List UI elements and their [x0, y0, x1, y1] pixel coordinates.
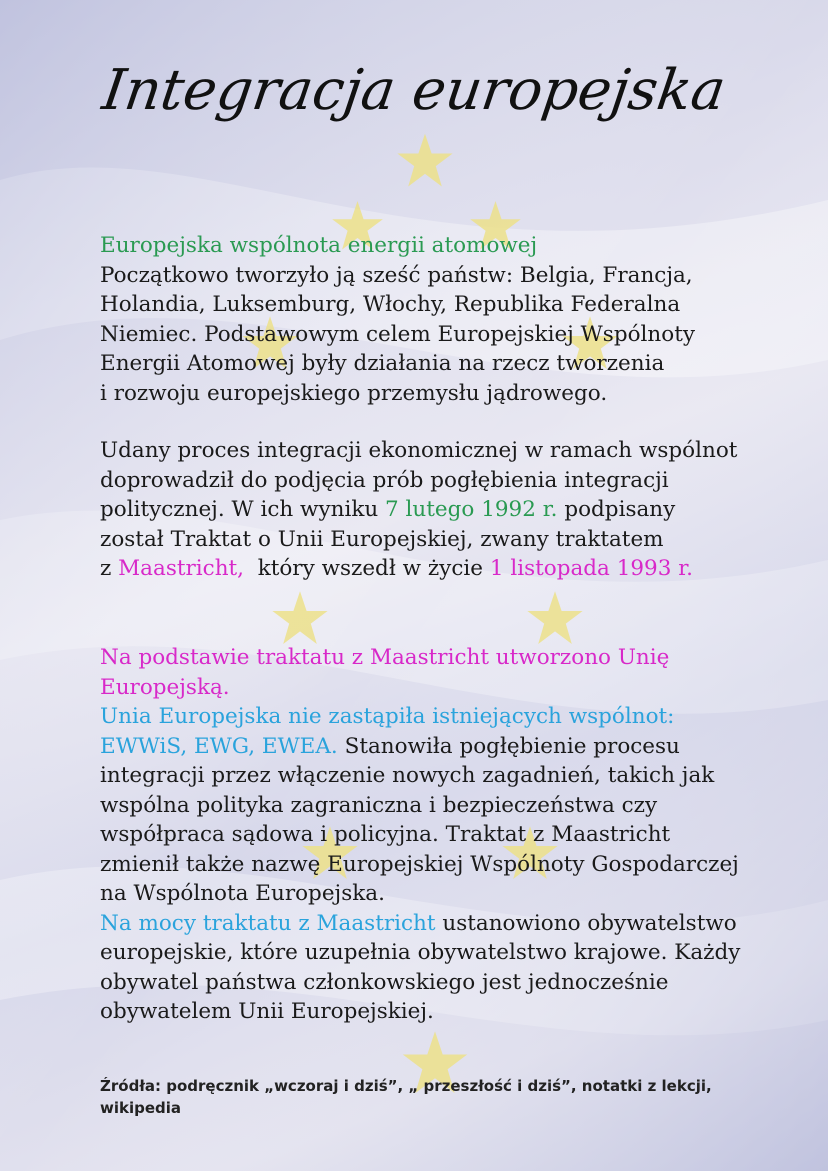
text-span: politycznej. W ich wyniku: [100, 497, 386, 522]
text-span: z: [100, 556, 119, 581]
text-line: wspólna polityka zagraniczna i bezpieczeństwa czy: [100, 792, 658, 818]
text-line: Holandia, Luksemburg, Włochy, Republika Federalna: [100, 292, 681, 317]
signing-date: 7 lutego 1992 r.: [385, 497, 558, 522]
text-line: Początkowo tworzyło ją sześć państw: Belgia, Francja,: [100, 262, 693, 288]
place-name: Maastricht,: [118, 556, 251, 581]
text-line: [100, 495, 750, 525]
text-line: współpraca sądowa i policyjna. Traktat z Maastricht: [100, 822, 671, 847]
section-european-union: [100, 643, 750, 1027]
sources-line: wikipedia: [100, 1099, 182, 1117]
text-line: Niemiec. Podstawowym celem Europejskiej Wspólnoty: [100, 321, 695, 347]
text-line: został Traktat o Unii Europejskiej, zwany traktatem: [100, 526, 664, 552]
text-span: Stanowiła pogłębienie procesu: [337, 733, 680, 759]
sources-note: [100, 1075, 740, 1119]
effective-date: 1 listopada 1993 r.: [489, 556, 693, 581]
text-line: [100, 554, 750, 584]
text-line: obywatel państwa członkowskiego jest jednocześnie: [100, 969, 669, 995]
text-span: podpisany: [557, 497, 676, 522]
text-line: Energii Atomowej były działania na rzecz tworzenia: [100, 351, 665, 376]
section-maastricht-treaty: [100, 436, 750, 584]
text-line: [100, 909, 750, 939]
text-line: obywatelem Unii Europejskiej.: [100, 999, 434, 1024]
text-line: i rozwoju europejskiego przemysłu jądrowego.: [100, 380, 608, 406]
text-span: EWWiS, EWG, EWEA.: [100, 733, 338, 759]
text-line: integracji przez włączenie nowych zagadnień, takich jak: [100, 763, 715, 788]
text-line: Udany proces integracji ekonomicznej w ramach wspólnot: [100, 438, 738, 463]
page-title: Integracja europejska: [98, 58, 730, 123]
text-span: ustanowiono obywatelstwo: [435, 910, 737, 936]
sources-line: Źródła: podręcznik „wczoraj i dziś”, „ przeszłość i dziś”, notatki z lekcji,: [100, 1077, 712, 1095]
text-span: który wszedł w życie: [250, 556, 490, 581]
text-line: na Wspólnota Europejska.: [100, 881, 385, 906]
text-span: Na mocy traktatu z Maastricht: [100, 910, 436, 936]
text-line: europejskie, które uzupełnia obywatelstwo krajowe. Każdy: [100, 940, 741, 965]
text-line: Unia Europejska nie zastąpiła istniejących wspólnot:: [100, 704, 675, 729]
text-line: [100, 732, 750, 762]
text-line: doprowadził do podjęcia prób pogłębienia integracji: [100, 467, 669, 493]
text-line: zmienił także nazwę Europejskiej Wspólnoty Gospodarczej: [100, 851, 739, 877]
text-line: Na podstawie traktatu z Maastricht utworzono Unię: [100, 645, 670, 670]
text-line: Europejską.: [100, 674, 230, 700]
section-euratom: [100, 231, 750, 408]
section-heading: Europejska wspólnota energii atomowej: [100, 233, 538, 258]
